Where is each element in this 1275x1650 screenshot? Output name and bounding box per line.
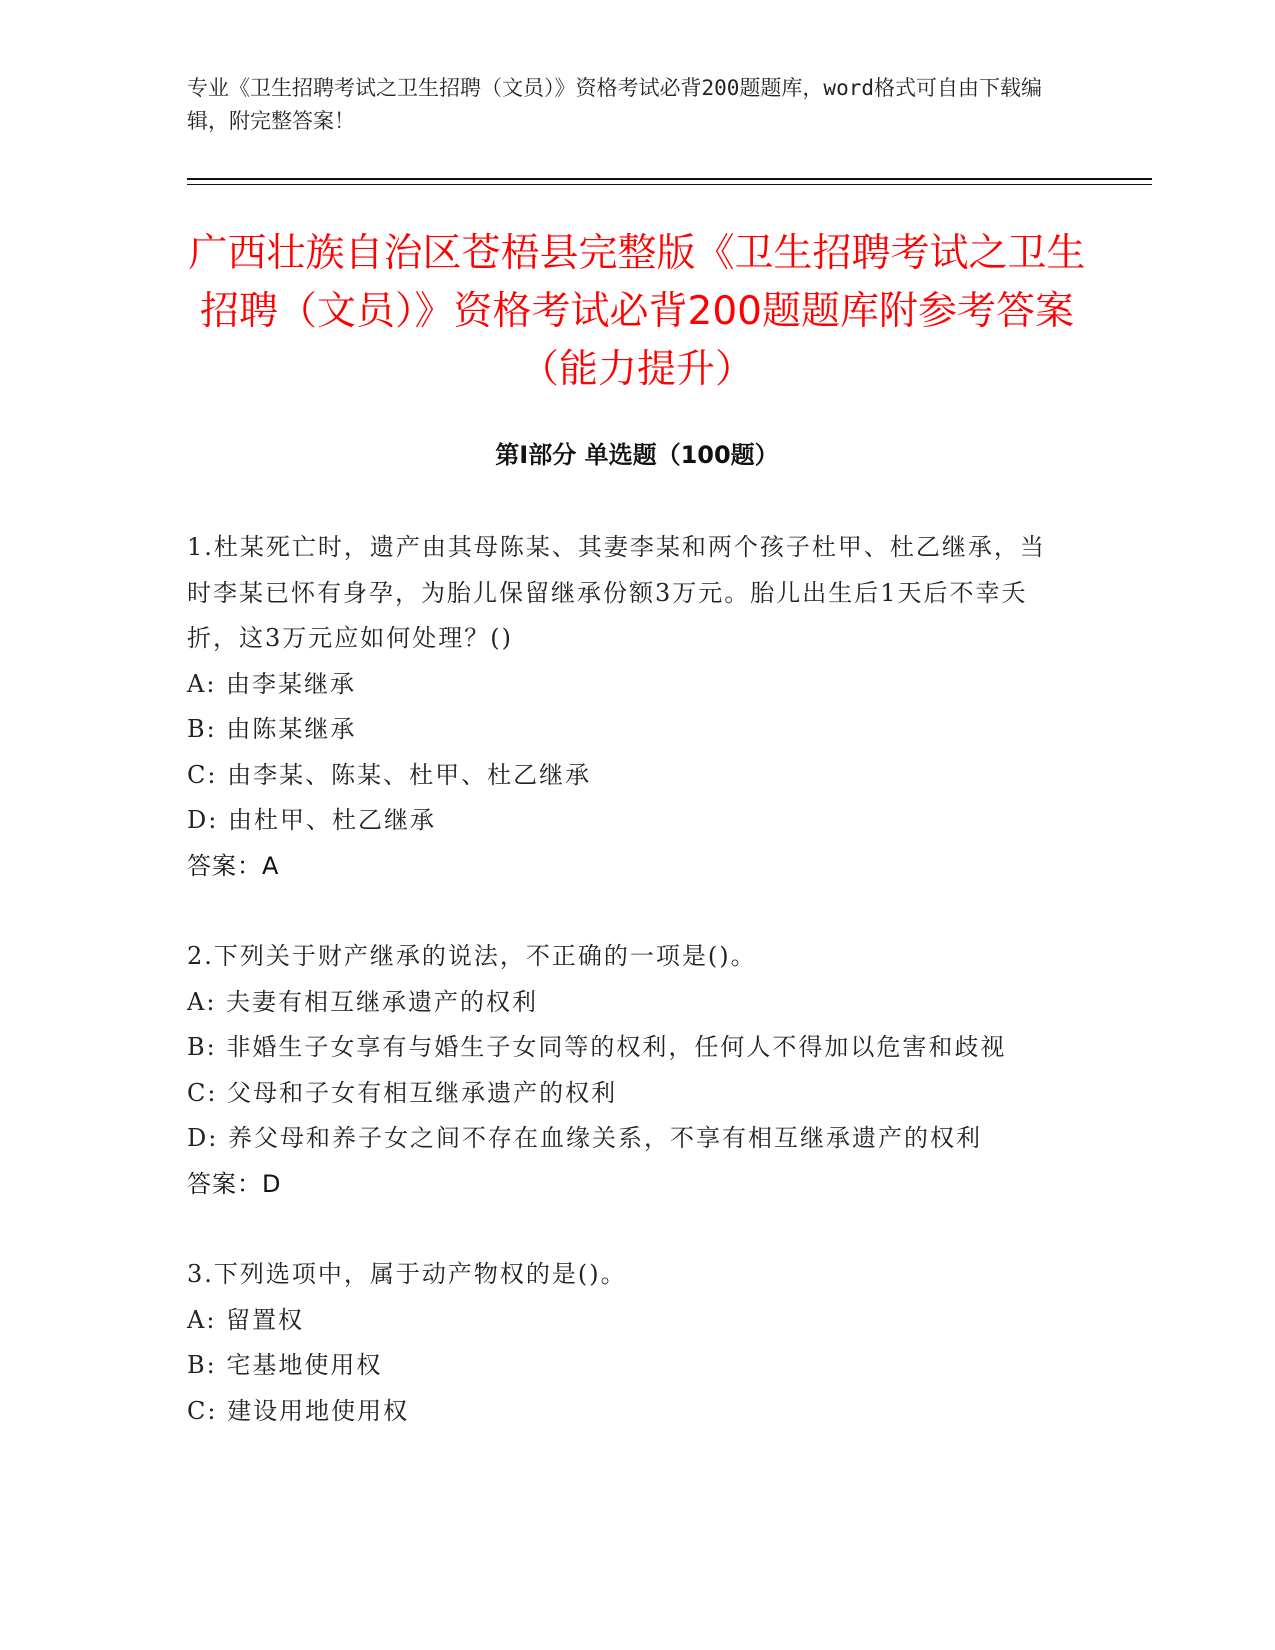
option-b: B: 非婚生子女享有与婚生子女同等的权利，任何人不得加以危害和歧视 [187, 1033, 1007, 1061]
question-list [187, 525, 1067, 1479]
section-title: 第Ⅰ部分 单选题（100题） [495, 441, 779, 469]
option-b: B: 由陈某继承 [187, 715, 357, 743]
answer-line: 答案：A [187, 851, 280, 880]
option-c: C: 由李某、陈某、杜甲、杜乙继承 [187, 760, 592, 789]
question-text: 1.杜某死亡时，遗产由其母陈某、其妻李某和两个孩子杜甲、杜乙继承，当时李某已怀有身孕，为胎儿保留继承份额3万元。胎儿出生后1天后不幸夭折，这3万元应如何处理？() [187, 533, 1046, 652]
question-text: 3.下列选项中，属于动产物权的是()。 [187, 1260, 627, 1288]
question-1 [187, 525, 1067, 889]
option-d: D: 由杜甲、杜乙继承 [187, 806, 436, 834]
answer-line: 答案：D [187, 1169, 282, 1198]
option-c: C: 父母和子女有相互继承遗产的权利 [187, 1078, 618, 1107]
question-3 [187, 1252, 1067, 1434]
header-divider-thin [187, 184, 1152, 185]
question-2 [187, 934, 1067, 1207]
option-a: A: 留置权 [187, 1305, 305, 1334]
header-divider-thick [187, 178, 1152, 180]
option-b: B: 宅基地使用权 [187, 1351, 383, 1379]
option-a: A: 夫妻有相互继承遗产的权利 [187, 987, 539, 1016]
header-note: 专业《卫生招聘考试之卫生招聘（文员）》资格考试必背200题题库，word格式可自由下载编辑，附完整答案！ [187, 76, 1042, 133]
question-text: 2.下列关于财产继承的说法，不正确的一项是()。 [187, 942, 757, 970]
option-d: D: 养父母和养子女之间不存在血缘关系，不享有相互继承遗产的权利 [187, 1124, 982, 1152]
option-c: C: 建设用地使用权 [187, 1396, 410, 1425]
document-title: 广西壮族自治区苍梧县完整版《卫生招聘考试之卫生招聘（文员）》资格考试必背200题题库附参考答案（能力提升） [188, 231, 1086, 392]
option-a: A: 由李某继承 [187, 669, 357, 698]
